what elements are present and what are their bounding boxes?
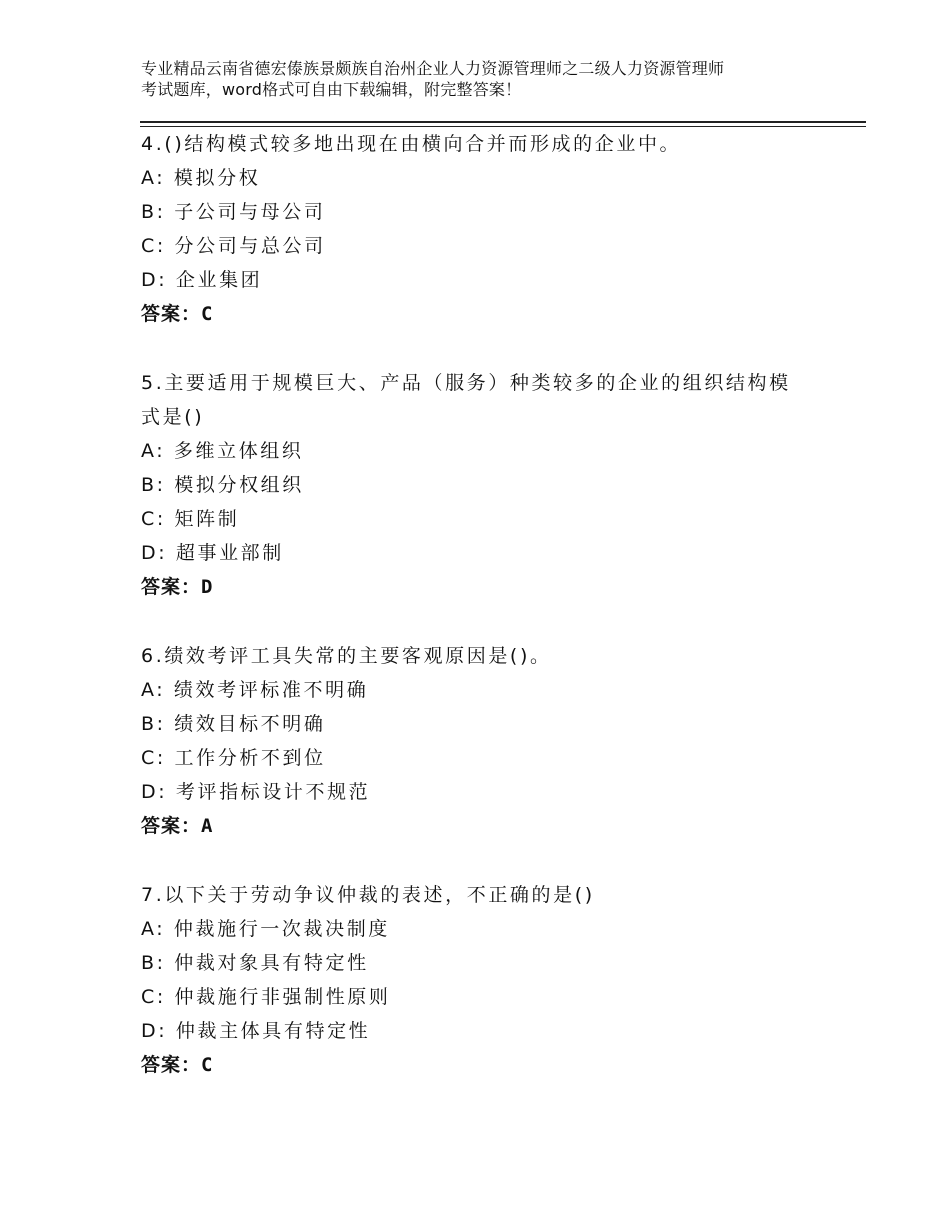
page-header	[141, 58, 841, 100]
header-divider-thick	[140, 121, 866, 123]
question-block	[141, 127, 841, 331]
answer-label: 答案：	[141, 576, 202, 598]
answer-line	[141, 570, 841, 604]
option-a: A: 绩效考评标准不明确	[141, 679, 369, 701]
answer-line	[141, 297, 841, 331]
header-line-1: 专业精品云南省德宏傣族景颇族自治州企业人力资源管理师之二级人力资源管理师	[141, 59, 725, 78]
answer-value: A	[201, 815, 214, 837]
answer-value: C	[201, 303, 214, 325]
answer-line	[141, 1048, 841, 1082]
option-b: B: 模拟分权组织	[141, 474, 304, 496]
question-stem: 5.主要适用于规模巨大、产品（服务）种类较多的企业的组织结构模	[141, 372, 791, 394]
question-stem: 7.以下关于劳动争议仲裁的表述，不正确的是()	[141, 884, 595, 906]
question-stem: 6.绩效考评工具失常的主要客观原因是()。	[141, 645, 552, 667]
option-d: D: 考评指标设计不规范	[141, 781, 371, 803]
question-stem-continued: 式是()	[141, 406, 205, 428]
option-a: A: 模拟分权	[141, 167, 261, 189]
option-a: A: 仲裁施行一次裁决制度	[141, 918, 390, 940]
option-d: D: 仲裁主体具有特定性	[141, 1020, 371, 1042]
option-c: C: 仲裁施行非强制性原则	[141, 986, 391, 1008]
option-b: B: 子公司与母公司	[141, 201, 326, 223]
question-block	[141, 366, 841, 604]
question-stem: 4.()结构模式较多地出现在由横向合并而形成的企业中。	[141, 133, 682, 155]
option-a: A: 多维立体组织	[141, 440, 304, 462]
answer-label: 答案：	[141, 1054, 202, 1076]
option-d: D: 超事业部制	[141, 542, 284, 564]
answer-label: 答案：	[141, 815, 202, 837]
option-b: B: 仲裁对象具有特定性	[141, 952, 369, 974]
answer-line	[141, 809, 841, 843]
option-c: C: 分公司与总公司	[141, 235, 326, 257]
answer-value: C	[201, 1054, 214, 1076]
option-c: C: 矩阵制	[141, 508, 240, 530]
question-block	[141, 878, 841, 1082]
option-d: D: 企业集团	[141, 269, 263, 291]
answer-label: 答案：	[141, 303, 202, 325]
question-block	[141, 639, 841, 843]
option-c: C: 工作分析不到位	[141, 747, 326, 769]
answer-value: D	[201, 576, 214, 598]
option-b: B: 绩效目标不明确	[141, 713, 326, 735]
header-line-2: 考试题库，word格式可自由下载编辑，附完整答案！	[141, 80, 522, 99]
